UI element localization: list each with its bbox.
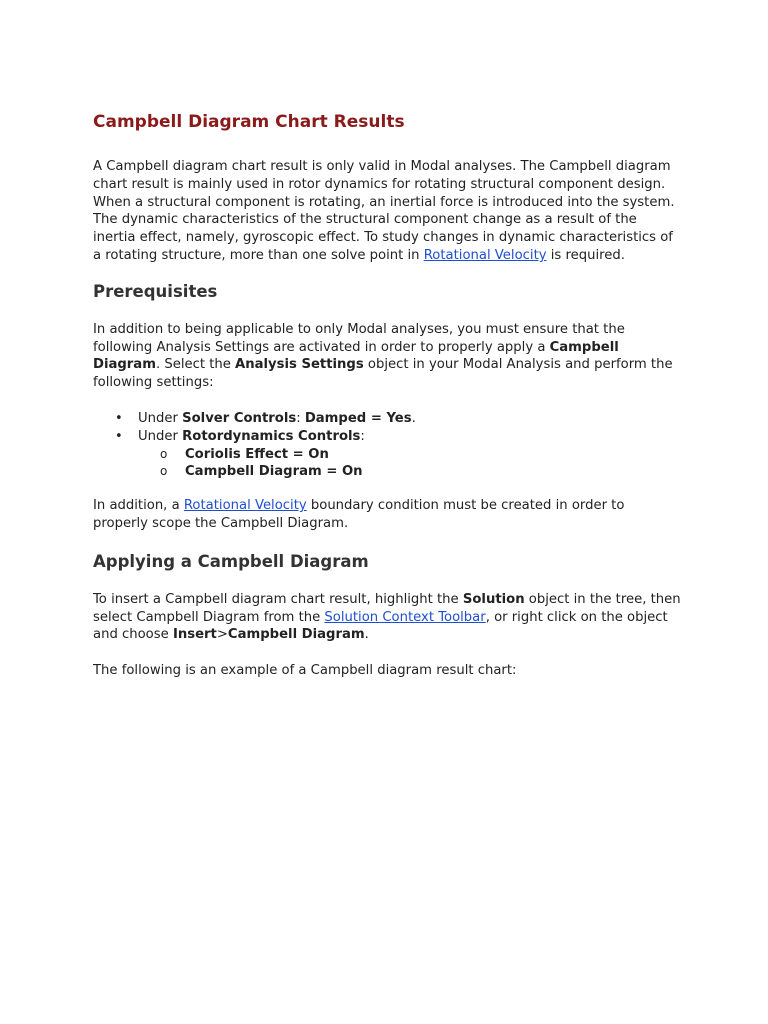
intro-tail: is required. [546, 247, 625, 263]
intro-paragraph [93, 158, 683, 265]
sub-bullet-text: Coriolis Effect = On [185, 446, 329, 462]
prereq-text-3: object in your Modal Analysis and perform the following settings: [93, 357, 673, 391]
rotational-velocity-link[interactable]: Rotational Velocity [423, 247, 547, 263]
apply-bold-campbell: Campbell Diagram [227, 627, 365, 643]
bullet-bold-value: Damped = Yes [304, 410, 412, 426]
applying-heading: Applying a Campbell Diagram [93, 551, 369, 571]
rotational-velocity-link[interactable]: Rotational Velocity [183, 498, 307, 514]
bullet-suffix: . [411, 410, 416, 426]
list-item [138, 446, 683, 464]
apply-text-2: object in the tree, then select Campbell Diagram from the [93, 591, 681, 625]
bullet-bold: Solver Controls [182, 410, 297, 426]
prereq-bold-analysis-settings: Analysis Settings [235, 357, 364, 373]
apply-bold-insert: Insert [172, 627, 217, 643]
bullet-prefix: Under [138, 428, 183, 444]
document-page [93, 110, 683, 698]
apply-text-1: To insert a Campbell diagram chart result, highlight the [93, 591, 463, 607]
solution-context-toolbar-link[interactable]: Solution Context Toolbar [324, 609, 486, 625]
apply-text-4: > [216, 627, 228, 643]
example-paragraph: The following is an example of a Campbell diagram result chart: [93, 663, 517, 679]
prereq-text-2: . Select the [155, 357, 236, 373]
bc-text-2: boundary condition must be created in order to properly scope the Campbell Diagram. [93, 498, 625, 531]
sub-bullet-text: Campbell Diagram = On [185, 464, 363, 480]
page-title: Campbell Diagram Chart Results [93, 112, 405, 132]
bullet-bold: Rotordynamics Controls [182, 428, 361, 444]
bc-text-1: In addition, a [93, 498, 184, 514]
apply-text-5: . [364, 627, 369, 643]
list-item [138, 463, 683, 481]
prerequisites-paragraph [93, 321, 683, 392]
bullet-mid: : [296, 410, 305, 426]
rotordynamics-sublist [138, 446, 683, 482]
bullet-suffix: : [360, 428, 365, 444]
prereq-text-1: In addition to being applicable to only Modal analyses, you must ensure that the following Analysis Settings are activated in order to properly apply a [93, 321, 625, 355]
prereq-bold-campbell: Campbell Diagram [93, 339, 619, 373]
boundary-condition-paragraph [93, 497, 683, 533]
prerequisites-heading: Prerequisites [93, 281, 218, 301]
list-item [93, 410, 683, 428]
applying-paragraph [93, 591, 683, 644]
list-item [93, 428, 683, 481]
intro-text: A Campbell diagram chart result is only valid in Modal analyses. The Campbell diagram chart result is mainly used in rotor dynamics for rotating structural component design. When a structural component is rotating, an inertial force is introduced into the system. The dynamic characteristics of the structural component change as a result of the inertia effect, namely, gyroscopic effect. To study changes in dynamic characteristics of a rotating structure, more than one solve point in [93, 159, 675, 263]
apply-text-3: , or right click on the object and choose [93, 609, 668, 643]
bullet-prefix: Under [138, 410, 183, 426]
apply-bold-solution: Solution [462, 591, 525, 607]
settings-list [93, 410, 683, 481]
